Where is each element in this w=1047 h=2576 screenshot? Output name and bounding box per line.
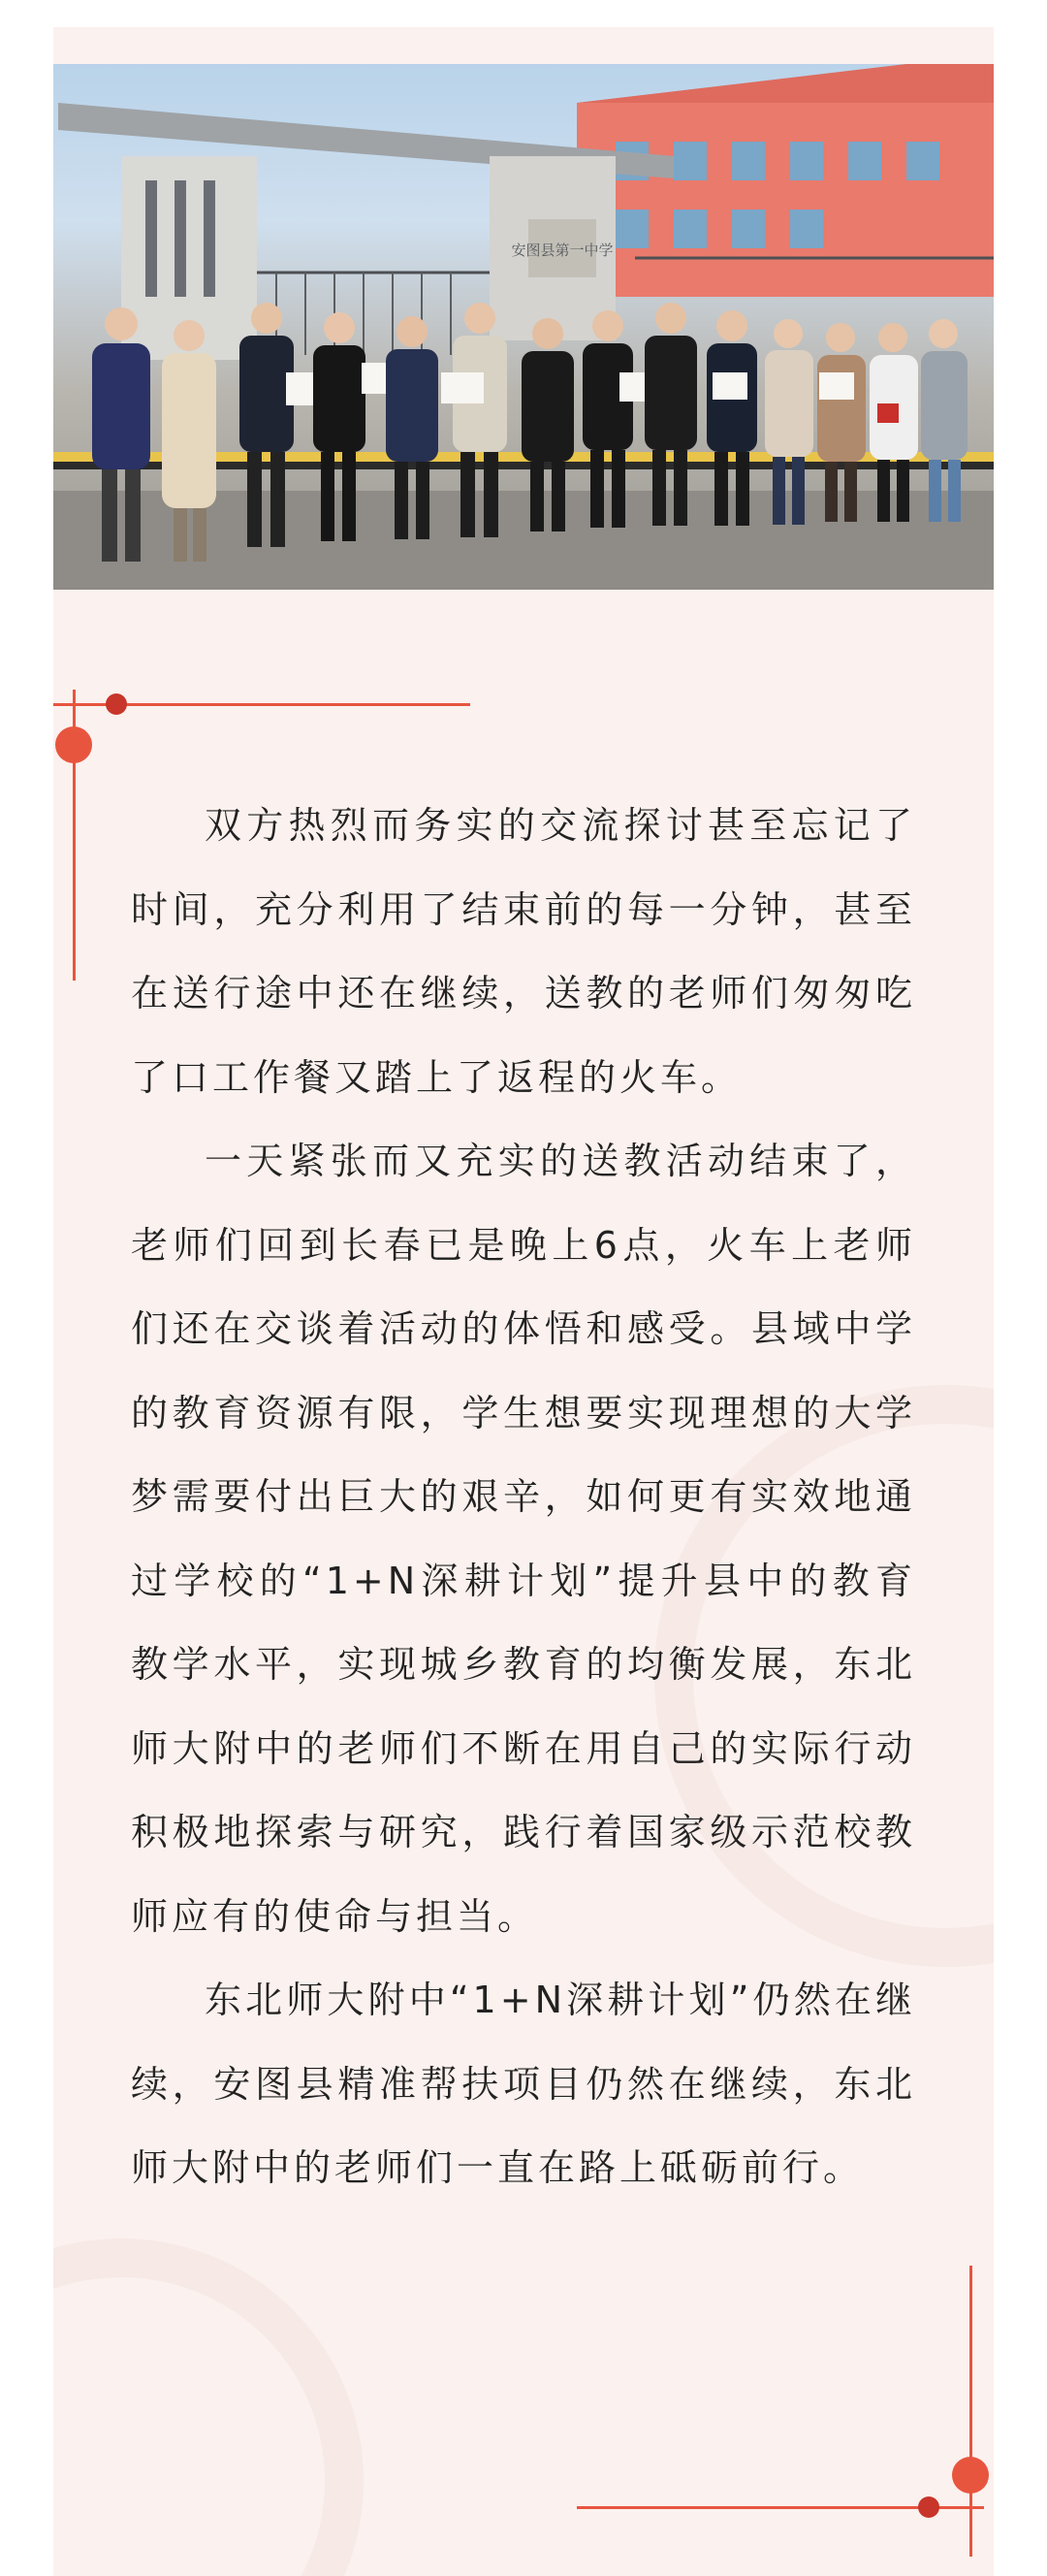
frame-dot-large — [952, 2457, 989, 2494]
red-building — [577, 103, 994, 297]
article-paragraph-3: 东北师大附中“1+N深耕计划”仍然在继续，安图县精准帮扶项目仍然在继续，东北师大附中的老师们一直在路上砥砺前行。 — [131, 1979, 916, 2189]
article-page — [53, 27, 994, 2576]
frame-dot-small — [106, 693, 127, 715]
group-photo-illustration — [53, 64, 994, 590]
frame-dot-large — [55, 726, 92, 763]
gate-sign: 安图县第一中学 — [511, 242, 614, 259]
article-paragraph-1: 双方热烈而务实的交流探讨甚至忘记了时间，充分利用了结束前的每一分钟，甚至在送行途中还在继续，送教的老师们匆匆吃了口工作餐又踏上了返程的火车。 — [131, 804, 916, 1099]
frame-line-bottom-right-vertical — [969, 2266, 972, 2557]
background-decoration — [53, 2238, 364, 2576]
article-body — [131, 784, 916, 2210]
frame-dot-small — [918, 2496, 939, 2518]
group-photo — [53, 64, 994, 590]
article-paragraph-2: 一天紧张而又充实的送教活动结束了，老师们回到长春已是晚上6点，火车上老师们还在交谈着活动的体悟和感受。县域中学的教育资源有限，学生想要实现理想的大学梦需要付出巨大的艰辛，如何更有实效地通过学校的“1+N深耕计划”提升县中的教育教学水平，实现城乡教育的均衡发展，东北师大附中的老师们不断在用自己的实际行动积极地探索与研究，践行着国家级示范校教师应有的使命与担当。 — [131, 1140, 916, 1938]
